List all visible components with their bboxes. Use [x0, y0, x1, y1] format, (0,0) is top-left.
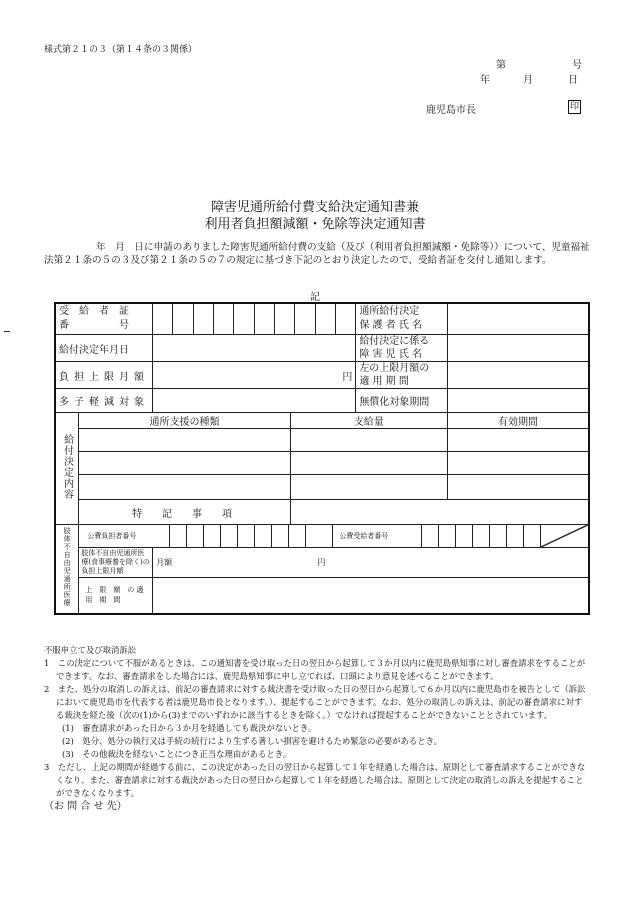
- notes-heading: 不服申立て及び取消訴訟: [44, 645, 137, 655]
- ki-label: 記: [310, 292, 320, 303]
- date-year: 年: [480, 75, 490, 86]
- form-number: 様式第２１の３（第１４条の３関係）: [44, 45, 198, 55]
- limit-label: 負担上限月額: [55, 362, 153, 389]
- recipient-number-label: [55, 303, 153, 335]
- guardian-name-label-2: 保 護 者 氏 名: [359, 320, 423, 331]
- valid-row-3[interactable]: [447, 475, 589, 500]
- limit-value[interactable]: [153, 362, 356, 389]
- limit-applied-period-label: 上 限 額 の 適 用 期 間: [79, 578, 153, 614]
- document-title-line2: 利用者負担額減額・免除等決定通知書: [204, 217, 426, 232]
- payer-box[interactable]: [272, 525, 289, 547]
- public-recipient-label: 公費受給者番号: [333, 525, 422, 547]
- note-2-1: (1) 審査請求があった日から３か月を経過しても裁決がないとき。: [62, 723, 317, 733]
- limit-period-label: [356, 362, 448, 389]
- recipient-box[interactable]: [507, 525, 524, 547]
- intro-text: に申請のありました障害児通所給付費の支給（及び（利用者負担額減額・免除等））について、児童福祉法第２１条の５の３及び第２１条の５の７の規定に基づき下記のとおり決定したので、受給者証を交付し通知します。: [44, 242, 590, 266]
- special-notes-value[interactable]: [290, 500, 589, 525]
- guardian-name-label: [356, 303, 448, 335]
- intro-paragraph: [44, 242, 590, 267]
- appeal-notes: [44, 644, 590, 813]
- valid-row-1[interactable]: [447, 429, 589, 452]
- seal-mark: 印: [569, 102, 579, 112]
- payer-box[interactable]: [255, 525, 272, 547]
- recipient-box[interactable]: [473, 525, 490, 547]
- diagonal-slash: [541, 525, 588, 547]
- recipient-number-label-1: 受 給 者 証: [59, 306, 129, 317]
- payer-box[interactable]: [187, 525, 204, 547]
- decision-date-value[interactable]: [153, 335, 356, 362]
- intro-date: 年 月 日: [96, 242, 144, 253]
- valid-row-2[interactable]: [447, 452, 589, 475]
- mayor-name: 鹿児島市長: [426, 105, 476, 116]
- disab-limit-label: 肢体不自由児通所医療(食事療養を除く)の負担上限月額: [79, 548, 153, 578]
- col-service-type: 通所支援の種類: [79, 413, 290, 429]
- decision-content-text: 給付決定内容: [61, 434, 73, 500]
- free-period-label: 無償化対象期間: [356, 389, 448, 413]
- note-3: 3 ただし、上記の期間が経過する前に、この決定があった日の翌日から起算して１年を経過した場合は、原則として審査請求することができなくなり、また、審査請求に対する裁決があった日の翌日から起算して１年を経過した場合は、原則として決定の取消しの訴えを提起することができなくなります。: [44, 762, 586, 798]
- contact-label: （お 問 合 せ 先）: [44, 801, 127, 812]
- recipient-number-label-2: 番 号: [59, 320, 129, 331]
- recipient-box[interactable]: [439, 525, 456, 547]
- amount-row-1[interactable]: [290, 429, 447, 452]
- service-row-2[interactable]: [79, 452, 290, 475]
- disab-limit-value[interactable]: [153, 548, 589, 578]
- special-notes-label: 特 記 事 項: [79, 500, 290, 525]
- guardian-name-value[interactable]: [447, 303, 589, 335]
- number-label: 第: [496, 60, 506, 71]
- payer-box[interactable]: [221, 525, 238, 547]
- note-2-2: (2) 処分、処分の執行又は手続の続行により生ずる著しい損害を避けるため緊急の必要があるとき。: [62, 736, 443, 746]
- payer-box[interactable]: [204, 525, 221, 547]
- child-name-label-2: 障 害 児 氏 名: [359, 349, 423, 360]
- yen-unit: 円: [342, 371, 353, 383]
- free-period-value[interactable]: [447, 389, 589, 413]
- col-valid-period: 有効期間: [447, 413, 589, 429]
- limit-applied-period-value[interactable]: [153, 578, 589, 614]
- payer-box[interactable]: [238, 525, 255, 547]
- public-payer-label: 公費負担者番号: [79, 525, 170, 547]
- limit-period-label-2: 適 用 期 間: [359, 376, 409, 387]
- public-numbers-row: [79, 525, 589, 548]
- child-name-label-1: 給付決定に係る: [359, 336, 430, 347]
- decision-table: [54, 302, 590, 615]
- child-name-label: [356, 335, 448, 362]
- payer-box[interactable]: [289, 525, 306, 547]
- disability-medical-label: [55, 525, 79, 614]
- service-row-1[interactable]: [79, 429, 290, 452]
- date-month: 月: [523, 75, 533, 86]
- document-title-line1: 障害児通所給付費支給決定通知書兼: [210, 200, 419, 215]
- margin-mark: [4, 331, 10, 332]
- note-2-3: (3) その他裁決を経ないことにつき正当な理由があるとき。: [62, 749, 292, 759]
- yen-unit-2: 円: [317, 558, 326, 567]
- note-1: 1 この決定について不服があるときは、この通知書を受け取った日の翌日から起算して３か月以内に鹿児島県知事に対し審査請求をすることができます。なお、審査請求をした場合には、鹿児島県知事に申し立てれば、口頭により意見を述べることができます。: [44, 658, 586, 681]
- limit-period-value[interactable]: [447, 362, 589, 389]
- date-day: 日: [568, 75, 578, 86]
- recipient-box[interactable]: [422, 525, 439, 547]
- multi-child-value[interactable]: [153, 389, 356, 413]
- payer-box[interactable]: [170, 525, 187, 547]
- recipient-box[interactable]: [524, 525, 541, 547]
- recipient-number-boxes[interactable]: [153, 303, 356, 335]
- recipient-box[interactable]: [456, 525, 473, 547]
- recipient-box[interactable]: [490, 525, 507, 547]
- amount-row-3[interactable]: [290, 475, 447, 500]
- disability-medical-text: 肢体不自由児通所医療: [63, 527, 72, 608]
- limit-period-label-1: 左の上限月額の: [359, 363, 430, 374]
- multi-child-label: 多子軽減対象: [55, 389, 153, 413]
- decision-content-label: [55, 413, 79, 525]
- service-row-3[interactable]: [79, 475, 290, 500]
- child-name-value[interactable]: [447, 335, 589, 362]
- guardian-name-label-1: 通所給付決定: [359, 306, 420, 317]
- monthly-label: 月額: [156, 558, 173, 567]
- decision-date-label: 給付決定年月日: [55, 335, 153, 362]
- number-suffix: 号: [572, 60, 582, 71]
- amount-row-2[interactable]: [290, 452, 447, 475]
- note-2: 2 また、処分の取消しの訴えは、前記の審査請求に対する裁決書を受け取った日の翌日から起算して６か月以内に鹿児島市を被告として（訴訟において鹿児島市を代表する者は鹿児島市長となります。）、提起することができます。なお、処分の取消しの訴えは、前記の審査請求に対する裁決を経た後（次の(1)から(3)までのいずれかに該当するときを除く。）でなければ提起することができないこととされています。: [44, 684, 586, 720]
- col-amount: 支給量: [290, 413, 447, 429]
